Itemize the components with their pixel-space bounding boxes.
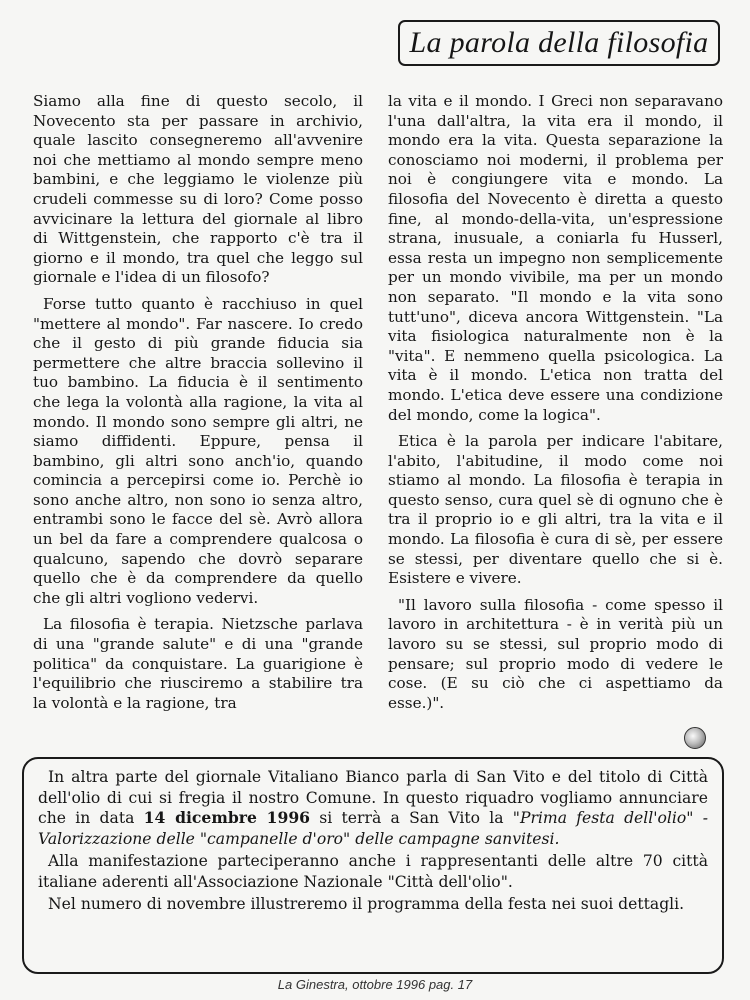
paragraph: Etica è la parola per indicare l'abitare, l'abito, l'abitudine, il modo come noi stiamo al mondo. La filosofia è terapia in questo senso, cura quel sè di ognuno che è tra il proprio io e gli altri, tra la vita e il mondo. La filosofia è cura di sè, per essere se stessi, per diventare quello che si è. Esistere e vivere. (388, 432, 723, 588)
end-of-article-icon (684, 727, 706, 749)
paragraph: Forse tutto quanto è racchiuso in quel "mettere al mondo". Far nascere. Io credo che il gesto di più grande fiducia sia permettere che altre braccia sollevino il tuo bambino. La fiducia è il sentimento che lega la volontà alla ragione, la vita al mondo. Il mondo sono sempre gli altri, ne siamo diffidenti. Eppure, pensa il bambino, gli altri sono anch'io, quando comincia a percepirsi come io. Perchè io sono anche altro, non sono io senza altro, entrambi sono le facce del sè. Avrò allora un bel da fare a comprendere qualcosa o qualcuno, sapendo che dovrò separare quello che è da comprendere da quello che gli altri vogliono vedervi. (33, 294, 363, 607)
section-title: La parola della filosofia (398, 20, 720, 66)
event-name: "Prima festa dell'olio" - Valorizzazione delle "campanelle d'oro" delle campagne sanvitesi. (38, 809, 709, 848)
notice-box (22, 757, 724, 974)
notice-paragraph: Alla manifestazione parteciperanno anche i rappresentanti delle altre 70 città italiane aderenti all'Associazione Nazionale "Città dell'olio". (38, 852, 708, 891)
paragraph: Siamo alla fine di questo secolo, il Novecento sta per passare in archivio, quale lascito consegneremo all'avvenire noi che mettiamo al mondo sempre meno bambini, e che leggiamo le violenze più crudeli commesse su di loro? Come posso avvicinare la lettura del giornale al libro di Wittgenstein, che rapporto c'è tra il giorno e il mondo, tra quel che leggo sul giornale e l'idea di un filosofo? (33, 92, 363, 287)
notice-text: In altra parte del giornale Vitaliano Bianco parla di San Vito e del titolo di Città dell'olio di cui si fregia il nostro Comune. In questo riquadro vogliamo annunciare che in data (38, 768, 708, 827)
page-footer: La Ginestra, ottobre 1996 pag. 17 (277, 977, 473, 992)
event-date: 14 dicembre 1996 (143, 808, 311, 827)
paragraph: la vita e il mondo. I Greci non separavano l'una dall'altra, la vita era il mondo, il mondo era la vita. Questa separazione la conosciamo noi moderni, il problema per noi è congiungere vita e mondo. La filosofia del Novecento è diretta a questo fine, al mondo-della-vita, un'espressione strana, inusuale, a coniarla fu Husserl, essa resta un impegno non semplicemente per un mondo vivibile, ma per un mondo non separato. "Il mondo e la vita sono tutt'uno", diceva ancora Wittgenstein. "La vita fisiologica naturalmente non è la "vita". E nemmeno quella psicologica. La vita è il mondo. L'etica non tratta del mondo. L'etica deve essere una condizione del mondo, come la logica". (388, 92, 723, 424)
right-column (388, 92, 723, 720)
notice-paragraph (38, 767, 708, 849)
notice-paragraph: Nel numero di novembre illustreremo il programma della festa nei suoi dettagli. (48, 895, 685, 913)
paragraph: La filosofia è terapia. Nietzsche parlava di una "grande salute" e di una "grande politica" da conquistare. La guarigione è l'equilibrio che riusciremo a stabilire tra la volontà e la ragione, tra (33, 615, 363, 712)
paragraph: "Il lavoro sulla filosofia - come spesso il lavoro in architettura - è in verità più un lavoro su se stessi, sul proprio modo di pensare; sul proprio modo di vedere le cose. (E su ciò che ci aspettiamo da esse.)". (388, 595, 723, 712)
notice-text: si terrà a San Vito la (310, 809, 513, 827)
left-column (33, 92, 363, 720)
